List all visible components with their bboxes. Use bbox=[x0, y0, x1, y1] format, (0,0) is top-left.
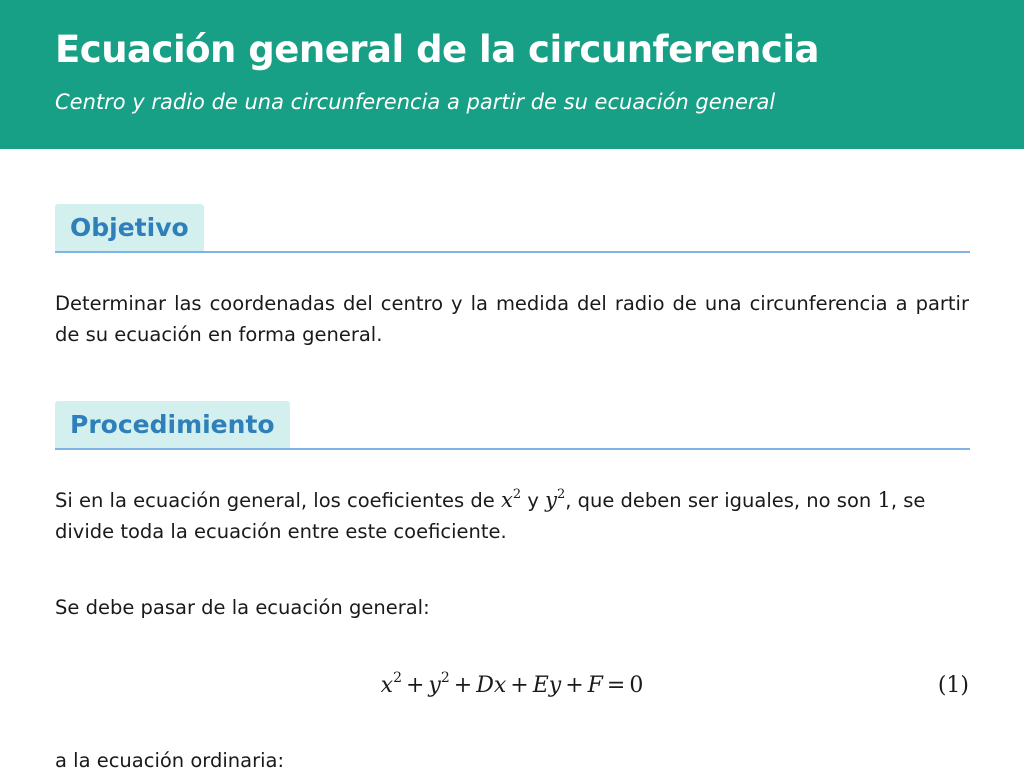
eq-x: x bbox=[380, 673, 394, 698]
math-exponent: 2 bbox=[556, 487, 566, 502]
eq-dx: Dx bbox=[476, 673, 507, 698]
eq-ey: Ey bbox=[532, 673, 562, 698]
p1-text-mid: y bbox=[521, 489, 546, 512]
eq-zero: 0 bbox=[629, 673, 644, 698]
page-title: Ecuación general de la circunferencia bbox=[55, 28, 819, 71]
procedimiento-paragraph-1 bbox=[55, 485, 969, 547]
math-y-squared bbox=[545, 488, 565, 512]
page-header bbox=[0, 0, 1024, 149]
eq-y: y bbox=[428, 673, 441, 698]
eq-plus: + bbox=[453, 673, 473, 698]
section-heading-objetivo-label: Objetivo bbox=[55, 204, 204, 251]
equation-1 bbox=[55, 667, 969, 705]
procedimiento-paragraph-2: Se debe pasar de la ecuación general: bbox=[55, 596, 430, 619]
eq-f: F bbox=[587, 673, 603, 698]
p1-text-end: , se divide toda la ecuación entre este coeficiente. bbox=[55, 489, 926, 543]
p1-text-before: Si en la ecuación general, los coeficientes de bbox=[55, 489, 501, 512]
eq-plus: + bbox=[565, 673, 584, 698]
procedimiento-paragraph-3: a la ecuación ordinaria: bbox=[55, 749, 285, 772]
eq-equals: = bbox=[606, 673, 626, 698]
p1-text-after: , que deben ser iguales, no son bbox=[565, 489, 878, 512]
math-var-x: x bbox=[501, 488, 513, 512]
math-exponent: 2 bbox=[512, 487, 522, 502]
eq-y-exponent: 2 bbox=[440, 670, 450, 686]
section-heading-objetivo bbox=[55, 204, 970, 253]
math-one: 1 bbox=[877, 488, 891, 512]
objetivo-paragraph: Determinar las coordenadas del centro y la medida del radio de una circunferencia a partir de su ecuación en forma general. bbox=[55, 292, 969, 346]
eq-plus: + bbox=[510, 673, 529, 698]
equation-body bbox=[55, 667, 969, 705]
eq-x-exponent: 2 bbox=[393, 670, 402, 686]
page-subtitle: Centro y radio de una circunferencia a partir de su ecuación general bbox=[55, 90, 776, 114]
section-heading-procedimiento bbox=[55, 401, 970, 450]
equation-number: (1) bbox=[937, 673, 969, 698]
section-heading-procedimiento-label: Procedimiento bbox=[55, 401, 290, 448]
math-x-squared bbox=[501, 488, 521, 512]
eq-plus: + bbox=[405, 673, 425, 698]
math-var-y: y bbox=[545, 488, 557, 512]
